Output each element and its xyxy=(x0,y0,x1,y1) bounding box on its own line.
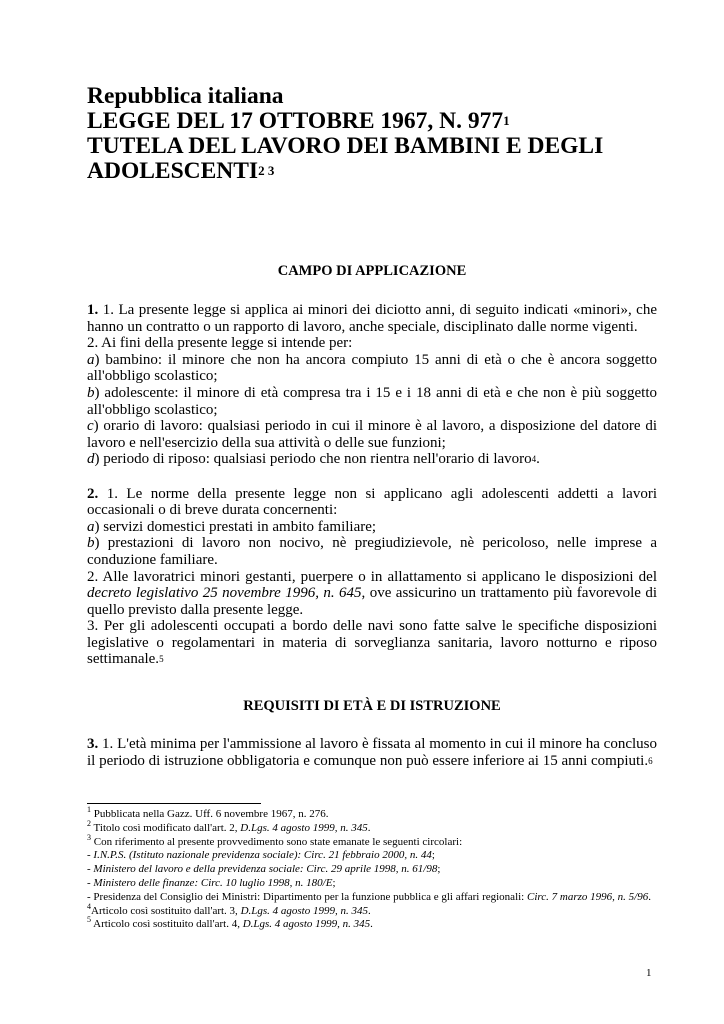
circular-lavoro: - Ministero del lavoro e della previdenza sociale: Circ. 29 aprile 1998, n. 61/98; xyxy=(87,863,441,876)
page-number: 1 xyxy=(646,967,652,979)
art1-a: a) bambino: il minore che non ha ancora compiuto 15 anni di età o che è ancora soggetto all'obbligo scolastico; xyxy=(87,351,657,385)
footnote-5: $^5$ Articolo così sostituito dall'art. 4, D.Lgs. 4 agosto 1999, n. 345. xyxy=(87,915,373,931)
footnote-2: $^2$ Titolo così modificato dall'art. 2, D.Lgs. 4 agosto 1999, n. 345. xyxy=(87,818,371,834)
footnote-refs-2-3[interactable]: 2 3 xyxy=(258,163,275,178)
art2-p1: 2. 1. Le norme della presente legge non si applicano agli adolescenti addetti a lavori occasionali o di breve durata concernenti: xyxy=(87,485,657,519)
art1-p1: 1. 1. La presente legge si applica ai minori dei diciotto anni, di seguito indicati «minori», che hanno un contratto o un rapporto di lavoro, anche speciale, disciplinato dalle norme vigenti. xyxy=(87,302,657,335)
art2-b: b) prestazioni di lavoro non nocivo, nè pregiudizievole, nè pericoloso, nelle imprese a conduzione familiare. xyxy=(87,535,657,568)
footnote-4: $^4$Articolo così sostituito dall'art. 3, D.Lgs. 4 agosto 1999, n. 345. xyxy=(87,901,371,917)
art1-d: d) periodo di riposo: qualsiasi periodo che non rientra nell'orario di lavoro$^4$. xyxy=(87,451,540,468)
decree-link: decreto legislativo 25 novembre 1996, n. 645 xyxy=(87,585,362,602)
footnote-ref-5[interactable]: 5 xyxy=(159,654,164,665)
title-line-1: Repubblica italiana xyxy=(87,83,284,109)
title-line-4: $ADOLESCENTI^{2 3}$ xyxy=(87,158,275,184)
articles-1-2 xyxy=(87,302,657,669)
document-title xyxy=(87,84,667,184)
section-heading-requisiti: REQUISITI DI ETÀ E DI ISTRUZIONE xyxy=(243,698,501,714)
circular-finanze: - Ministero delle finanze: Circ. 10 luglio 1998, n. 180/E; xyxy=(87,876,336,889)
art1-c: c) orario di lavoro: qualsiasi periodo in cui il minore è al lavoro, a disposizione del datore di lavoro e nell'esercizio della sua attività o delle sue funzioni; xyxy=(87,418,657,451)
footnote-ref-1[interactable]: 1 xyxy=(503,113,510,128)
footnote-ref-6[interactable]: 6 xyxy=(648,755,653,766)
art2-a: a) servizi domestici prestati in ambito familiare; xyxy=(87,518,377,535)
art3-number: 3. xyxy=(87,736,99,752)
footnote-ref-4[interactable]: 4 xyxy=(531,454,537,465)
art3-p1: 3. 1. L'età minima per l'ammissione al lavoro è fissata al momento in cui il minore ha concluso il periodo di istruzione obbligatoria e comunque non può essere inferiore ai 15 anni compiuti.$^6$ xyxy=(87,736,657,769)
footnotes xyxy=(87,805,657,932)
art2-p2: 2. Alle lavoratrici minori gestanti, puerpere o in allattamento si applicano le disposizioni del decreto legislativo 25 novembre 1996, n. 645, ove assicurino un trattamento più favorevole di quello previsto dalla presente legge. xyxy=(87,568,658,618)
article-3 xyxy=(87,736,657,770)
title-line-3: TUTELA DEL LAVORO DEI BAMBINI E DEGLI xyxy=(87,133,604,159)
circular-inps: - I.N.P.S. (Istituto nazionale previdenza sociale): Circ. 21 febbraio 2000, n. 44; xyxy=(87,849,435,862)
footnote-3: $^3$ Con riferimento al presente provvedimento sono state emanate le seguenti circolari: xyxy=(87,832,463,848)
footnote-1: $^1$ Pubblicata nella Gazz. Uff. 6 novembre 1967, n. 276. xyxy=(87,805,329,820)
art1-b: b) adolescente: il minore di età compresa tra i 15 e i 18 anni di età e che non è più soggetto all'obbligo scolastico; xyxy=(87,384,657,418)
circular-presidenza: - Presidenza del Consiglio dei Ministri: Dipartimento per la funzione pubblica e gli affari regionali: Circ. 7 marzo 1996, n. 5/96. xyxy=(87,890,651,903)
art2-p3: 3. Per gli adolescenti occupati a bordo delle navi sono fatte salve le specifiche disposizioni legislative o regolamentari in materia di sorveglianza sanitaria, lavoro notturno e riposo settimanale.$^5$ xyxy=(87,618,657,668)
section-heading-campo: CAMPO DI APPLICAZIONE xyxy=(277,263,467,279)
title-line-2: LEGGE DEL 17 OTTOBRE 1967, N. $977^1$ xyxy=(87,108,510,134)
footnote-separator xyxy=(87,803,261,804)
art2-number: 2. xyxy=(87,485,99,502)
art1-p2: 2. Ai fini della presente legge si intende per: xyxy=(87,335,353,352)
art1-number: 1. xyxy=(87,302,99,318)
